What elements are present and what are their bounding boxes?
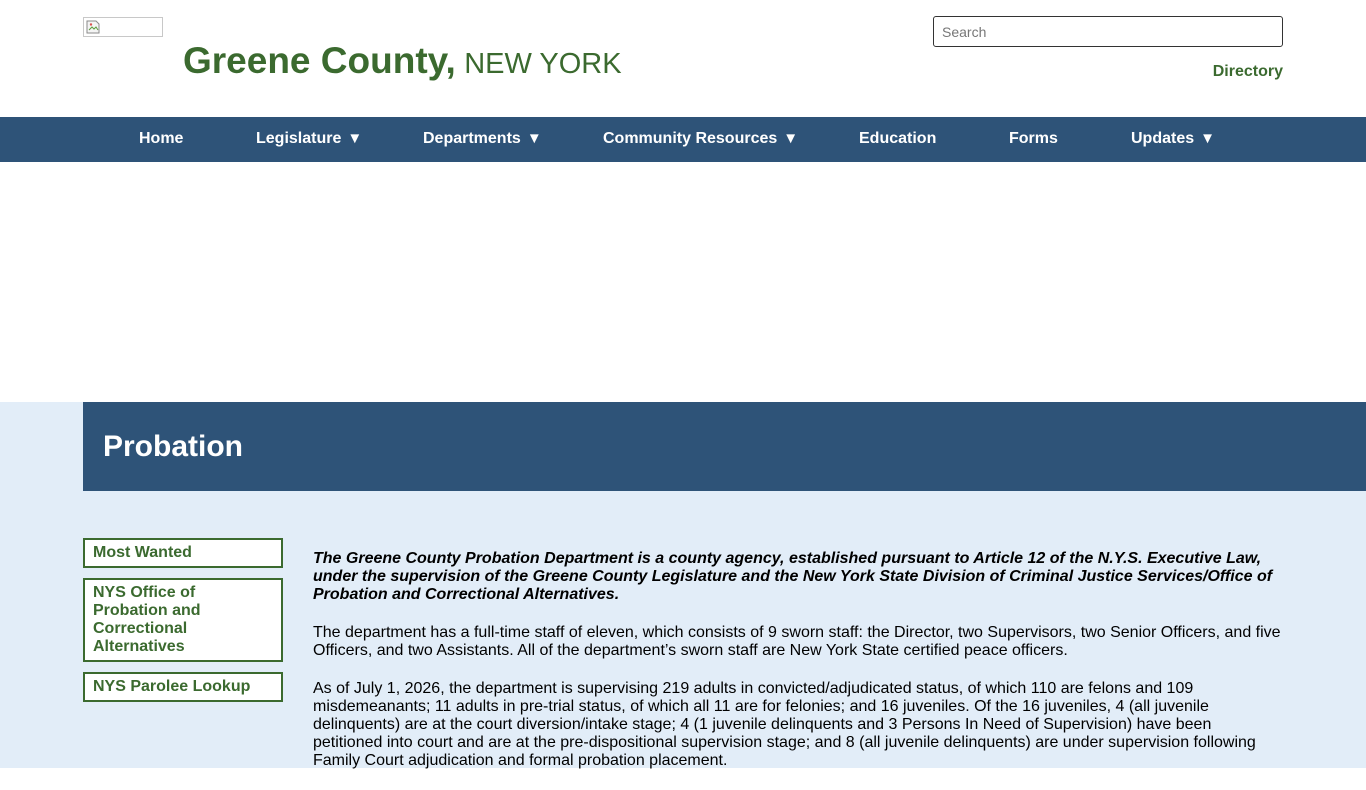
search-input[interactable] <box>933 16 1283 47</box>
page-title: Probation <box>103 430 243 463</box>
caseload-paragraph: As of July 1, 2026, the department is supervising 219 adults in convicted/adjudicated status, of which 110 are felons and 109 misdemeanants; 11 adults in pre-trial status, of which all 11 are for felonies; and 16 juveniles. Of the 16 juveniles, 4 (all juvenile delinquents) are at the court diversion/intake stage; 4 (1 juvenile delinquents and 3 Persons In Need of Supervision) have been petitioned into court and are at the pre-dispositional supervision stage; and 8 (all juvenile delinquents) are under supervision following Family Court adjudication and formal probation placement. <box>313 680 1256 769</box>
nav-community-resources[interactable] <box>603 117 798 162</box>
banner-area <box>0 162 1366 402</box>
nav-forms-label: Forms <box>1009 130 1058 147</box>
sidebar-link-most-wanted[interactable]: Most Wanted <box>83 538 283 568</box>
dropdown-caret-icon: ▼ <box>783 130 799 147</box>
nav-updates[interactable] <box>1131 117 1215 162</box>
dropdown-caret-icon: ▼ <box>347 130 363 147</box>
dropdown-caret-icon: ▼ <box>526 130 542 147</box>
staff-paragraph: The department has a full-time staff of eleven, which consists of 9 sworn staff: the Director, two Supervisors, two Senior Officers, and five Officers, and two Assistants. All of the department’s sworn staff are New York State certified peace officers. <box>313 624 1281 659</box>
site-header <box>0 0 1366 117</box>
nav-community-resources-label: Community Resources <box>603 130 778 147</box>
nav-departments-label: Departments <box>423 130 521 147</box>
intro-paragraph: The Greene County Probation Department is a county agency, established pursuant to Article 12 of the N.Y.S. Executive Law, under the supervision of the Greene County Legislature and the New York State Division of Criminal Justice Services/Office of Probation and Correctional Alternatives. <box>313 550 1273 603</box>
nav-forms[interactable] <box>1009 117 1058 162</box>
page-header-bar <box>83 402 1366 491</box>
broken-image-icon <box>85 19 101 35</box>
directory-link[interactable]: Directory <box>1212 63 1283 80</box>
nav-legislature[interactable] <box>256 117 362 162</box>
nav-home-label: Home <box>139 130 184 147</box>
site-title-county: Greene County, <box>183 40 456 81</box>
sidebar-link-nys-opca[interactable]: NYS Office of Probation and Correctional Alternatives <box>83 578 283 662</box>
sidebar-link-nys-parolee-lookup[interactable]: NYS Parolee Lookup <box>83 672 283 702</box>
main-nav <box>0 117 1366 162</box>
nav-departments[interactable] <box>423 117 542 162</box>
nav-legislature-label: Legislature <box>256 130 342 147</box>
nav-education[interactable] <box>859 117 936 162</box>
county-logo-image[interactable] <box>83 17 163 37</box>
nav-education-label: Education <box>859 130 937 147</box>
nav-home[interactable] <box>139 117 183 162</box>
nav-updates-label: Updates <box>1131 130 1195 147</box>
article-body <box>313 550 1285 790</box>
site-title-state: NEW YORK <box>464 48 622 80</box>
dropdown-caret-icon: ▼ <box>1200 130 1215 147</box>
site-title[interactable] <box>183 40 622 82</box>
main-content-area <box>0 402 1366 768</box>
